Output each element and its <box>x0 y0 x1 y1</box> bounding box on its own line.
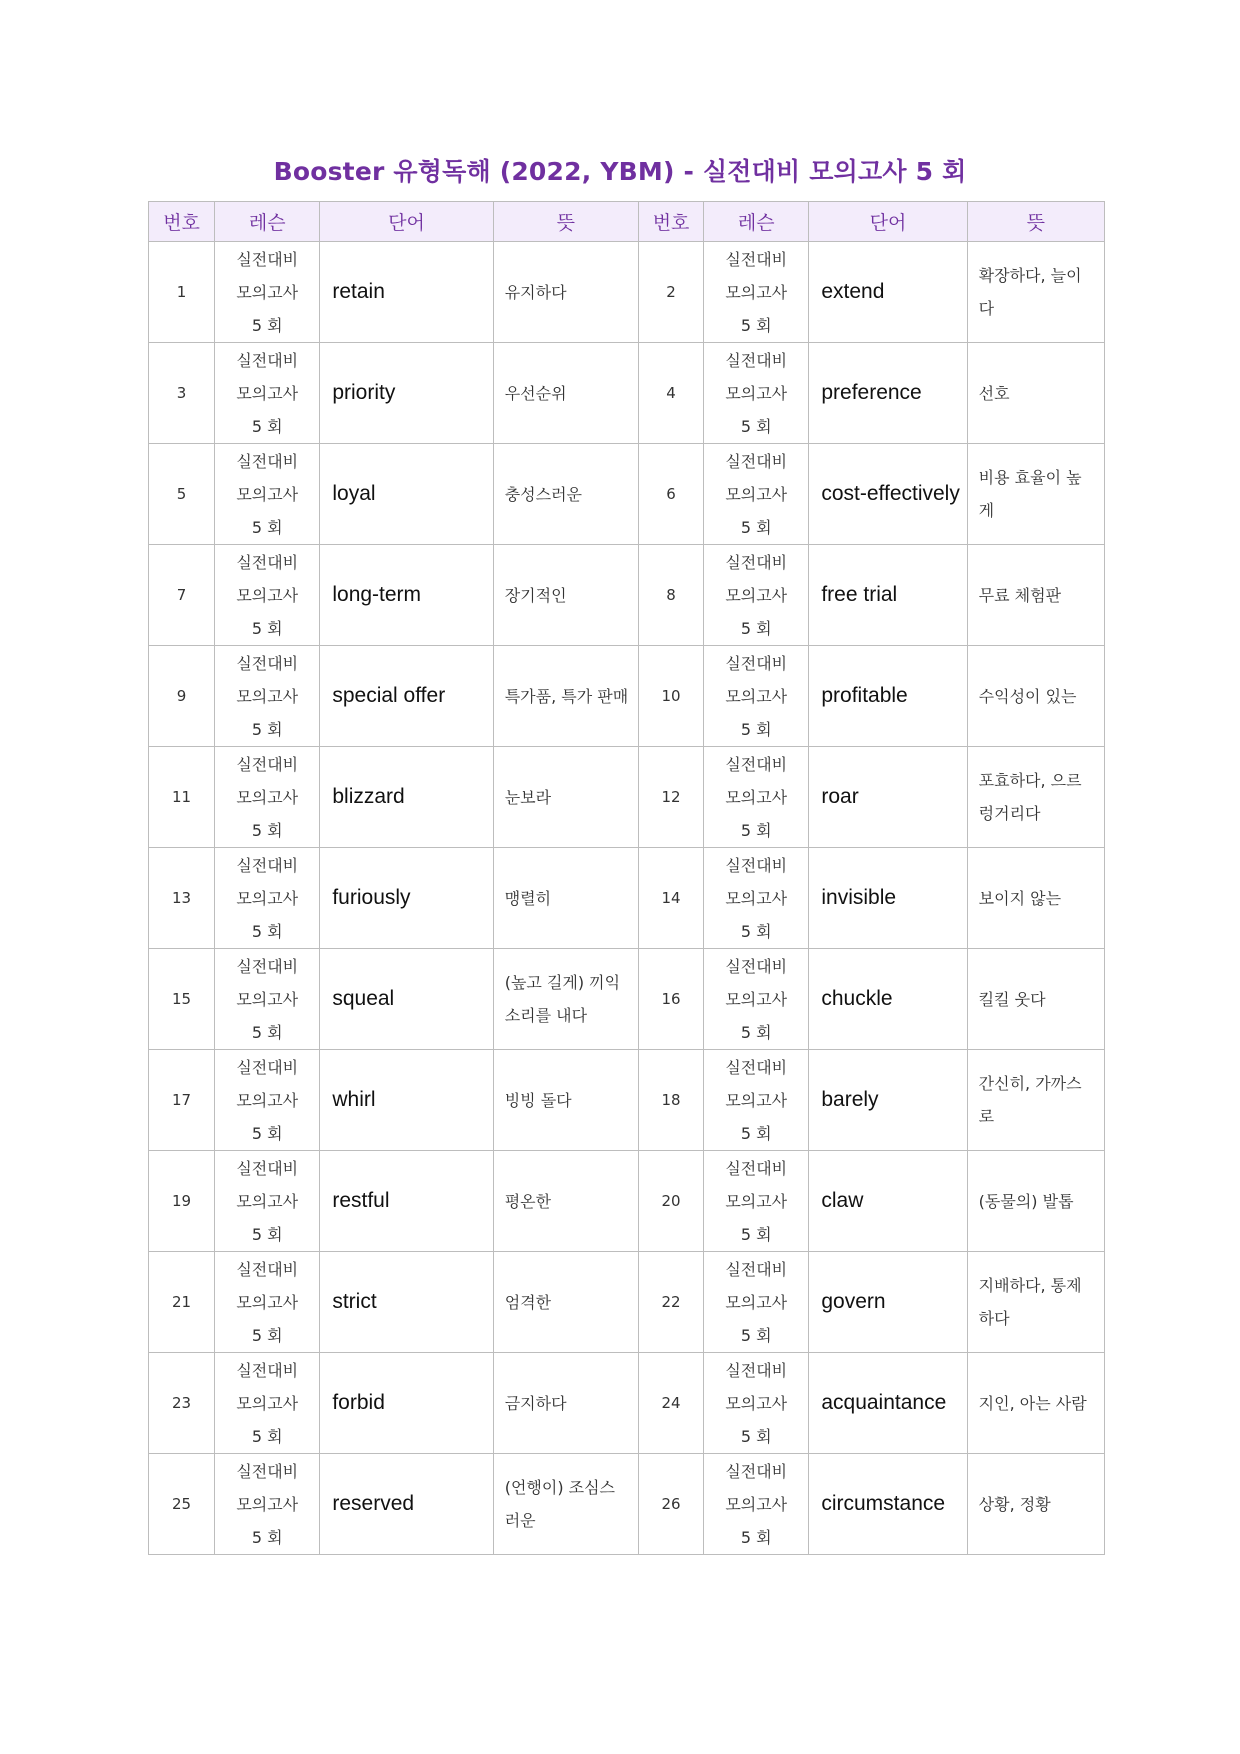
lesson-cell <box>215 444 320 545</box>
vocab-word: acquaintance <box>809 1353 967 1454</box>
header-meaning: 뜻 <box>493 202 638 242</box>
entry-number: 19 <box>149 1151 215 1252</box>
vocab-word: special offer <box>320 646 493 747</box>
table-header-row <box>149 202 1105 242</box>
lesson-line: 5 회 <box>740 517 772 537</box>
lesson-cell <box>704 1454 809 1555</box>
lesson-line: 실전대비 <box>236 350 299 370</box>
word-meaning: 평온한 <box>493 1151 638 1252</box>
header-number: 번호 <box>149 202 215 242</box>
entry-number: 10 <box>639 646 704 747</box>
entry-number: 23 <box>149 1353 215 1454</box>
vocab-word: strict <box>320 1252 493 1353</box>
lesson-line: 5 회 <box>251 921 283 941</box>
lesson-line: 모의고사 <box>236 1494 299 1514</box>
lesson-line: 5 회 <box>251 1224 283 1244</box>
lesson-line: 실전대비 <box>236 1057 299 1077</box>
lesson-cell <box>215 1454 320 1555</box>
lesson-line: 모의고사 <box>236 1393 299 1413</box>
lesson-line: 실전대비 <box>725 956 788 976</box>
lesson-line: 5 회 <box>251 1426 283 1446</box>
word-meaning: 맹렬히 <box>493 848 638 949</box>
vocab-word: claw <box>809 1151 967 1252</box>
vocab-word: whirl <box>320 1050 493 1151</box>
entry-number: 17 <box>149 1050 215 1151</box>
lesson-cell <box>215 1151 320 1252</box>
lesson-line: 실전대비 <box>236 249 299 269</box>
vocab-word: cost-effectively <box>809 444 967 545</box>
entry-number: 15 <box>149 949 215 1050</box>
vocab-word: retain <box>320 242 493 343</box>
lesson-cell <box>215 343 320 444</box>
lesson-line: 모의고사 <box>236 282 299 302</box>
lesson-line: 모의고사 <box>236 383 299 403</box>
lesson-line: 실전대비 <box>725 249 788 269</box>
vocab-word: furiously <box>320 848 493 949</box>
vocab-word: extend <box>809 242 967 343</box>
word-meaning: 비용 효율이 높게 <box>967 444 1104 545</box>
word-meaning: 무료 체험판 <box>967 545 1104 646</box>
vocab-word: barely <box>809 1050 967 1151</box>
lesson-line: 실전대비 <box>725 552 788 572</box>
lesson-line: 실전대비 <box>725 1461 788 1481</box>
lesson-line: 5 회 <box>251 1527 283 1547</box>
lesson-line: 실전대비 <box>725 451 788 471</box>
vocab-word: priority <box>320 343 493 444</box>
lesson-line: 실전대비 <box>236 1158 299 1178</box>
vocab-word: forbid <box>320 1353 493 1454</box>
word-meaning: (동물의) 발톱 <box>967 1151 1104 1252</box>
lesson-line: 모의고사 <box>725 585 788 605</box>
header-number: 번호 <box>639 202 704 242</box>
lesson-line: 모의고사 <box>725 787 788 807</box>
lesson-line: 모의고사 <box>236 686 299 706</box>
entry-number: 7 <box>149 545 215 646</box>
lesson-line: 모의고사 <box>236 585 299 605</box>
lesson-cell <box>704 545 809 646</box>
entry-number: 2 <box>639 242 704 343</box>
entry-number: 4 <box>639 343 704 444</box>
entry-number: 12 <box>639 747 704 848</box>
vocab-word: govern <box>809 1252 967 1353</box>
lesson-cell <box>704 242 809 343</box>
lesson-line: 5 회 <box>251 820 283 840</box>
word-meaning: 엄격한 <box>493 1252 638 1353</box>
word-meaning: 수익성이 있는 <box>967 646 1104 747</box>
entry-number: 14 <box>639 848 704 949</box>
table-row <box>149 444 1105 545</box>
word-meaning: 눈보라 <box>493 747 638 848</box>
word-meaning: 간신히, 가까스로 <box>967 1050 1104 1151</box>
table-row <box>149 1454 1105 1555</box>
lesson-line: 모의고사 <box>725 484 788 504</box>
lesson-line: 모의고사 <box>236 1191 299 1211</box>
table-row <box>149 1151 1105 1252</box>
lesson-line: 5 회 <box>740 921 772 941</box>
lesson-cell <box>704 343 809 444</box>
vocab-word: long-term <box>320 545 493 646</box>
lesson-line: 실전대비 <box>725 855 788 875</box>
vocab-word: profitable <box>809 646 967 747</box>
table-row <box>149 545 1105 646</box>
lesson-line: 모의고사 <box>236 888 299 908</box>
table-row <box>149 949 1105 1050</box>
entry-number: 6 <box>639 444 704 545</box>
lesson-cell <box>704 848 809 949</box>
entry-number: 25 <box>149 1454 215 1555</box>
lesson-line: 5 회 <box>251 1022 283 1042</box>
lesson-line: 모의고사 <box>236 484 299 504</box>
word-meaning: 상황, 정황 <box>967 1454 1104 1555</box>
lesson-cell <box>215 1353 320 1454</box>
lesson-cell <box>704 646 809 747</box>
lesson-line: 모의고사 <box>725 282 788 302</box>
header-word: 단어 <box>809 202 967 242</box>
vocab-word: squeal <box>320 949 493 1050</box>
lesson-line: 5 회 <box>251 719 283 739</box>
word-meaning: 금지하다 <box>493 1353 638 1454</box>
vocab-word: circumstance <box>809 1454 967 1555</box>
lesson-line: 모의고사 <box>725 686 788 706</box>
entry-number: 26 <box>639 1454 704 1555</box>
lesson-line: 5 회 <box>251 1123 283 1143</box>
lesson-cell <box>704 1252 809 1353</box>
word-meaning: 킬킬 웃다 <box>967 949 1104 1050</box>
lesson-line: 실전대비 <box>236 754 299 774</box>
word-meaning: (높고 길게) 끼익 소리를 내다 <box>493 949 638 1050</box>
lesson-cell <box>704 1050 809 1151</box>
word-meaning: 빙빙 돌다 <box>493 1050 638 1151</box>
lesson-cell <box>704 1353 809 1454</box>
header-word: 단어 <box>320 202 493 242</box>
vocab-word: loyal <box>320 444 493 545</box>
lesson-line: 실전대비 <box>236 451 299 471</box>
lesson-line: 5 회 <box>740 416 772 436</box>
lesson-line: 실전대비 <box>725 1259 788 1279</box>
lesson-cell <box>704 747 809 848</box>
lesson-line: 5 회 <box>740 820 772 840</box>
table-row <box>149 848 1105 949</box>
lesson-line: 5 회 <box>740 1022 772 1042</box>
lesson-line: 모의고사 <box>725 1191 788 1211</box>
entry-number: 9 <box>149 646 215 747</box>
entry-number: 24 <box>639 1353 704 1454</box>
lesson-line: 5 회 <box>740 1527 772 1547</box>
lesson-line: 5 회 <box>740 1325 772 1345</box>
word-meaning: 우선순위 <box>493 343 638 444</box>
lesson-line: 실전대비 <box>236 1461 299 1481</box>
lesson-line: 모의고사 <box>236 1090 299 1110</box>
lesson-cell <box>215 747 320 848</box>
lesson-line: 실전대비 <box>236 1360 299 1380</box>
lesson-line: 실전대비 <box>236 1259 299 1279</box>
word-meaning: 포효하다, 으르렁거리다 <box>967 747 1104 848</box>
header-lesson: 레슨 <box>704 202 809 242</box>
lesson-line: 5 회 <box>251 416 283 436</box>
entry-number: 22 <box>639 1252 704 1353</box>
lesson-line: 실전대비 <box>725 1057 788 1077</box>
lesson-line: 모의고사 <box>725 383 788 403</box>
vocab-word: free trial <box>809 545 967 646</box>
vocab-word: roar <box>809 747 967 848</box>
entry-number: 16 <box>639 949 704 1050</box>
lesson-line: 실전대비 <box>725 653 788 673</box>
entry-number: 20 <box>639 1151 704 1252</box>
entry-number: 1 <box>149 242 215 343</box>
lesson-line: 5 회 <box>740 719 772 739</box>
lesson-line: 모의고사 <box>725 989 788 1009</box>
lesson-line: 모의고사 <box>236 787 299 807</box>
lesson-line: 5 회 <box>251 618 283 638</box>
entry-number: 11 <box>149 747 215 848</box>
lesson-line: 모의고사 <box>236 1292 299 1312</box>
word-meaning: 특가품, 특가 판매 <box>493 646 638 747</box>
vocab-word: restful <box>320 1151 493 1252</box>
word-meaning: 선호 <box>967 343 1104 444</box>
lesson-cell <box>704 444 809 545</box>
table-row <box>149 646 1105 747</box>
table-row <box>149 747 1105 848</box>
lesson-line: 5 회 <box>740 1426 772 1446</box>
entry-number: 8 <box>639 545 704 646</box>
lesson-cell <box>704 1151 809 1252</box>
word-meaning: (언행이) 조심스러운 <box>493 1454 638 1555</box>
vocabulary-table <box>148 201 1105 1555</box>
lesson-cell <box>215 242 320 343</box>
lesson-line: 모의고사 <box>725 1494 788 1514</box>
entry-number: 18 <box>639 1050 704 1151</box>
lesson-cell <box>215 1050 320 1151</box>
lesson-line: 실전대비 <box>236 855 299 875</box>
vocab-word: invisible <box>809 848 967 949</box>
table-row <box>149 1353 1105 1454</box>
lesson-line: 실전대비 <box>725 754 788 774</box>
word-meaning: 유지하다 <box>493 242 638 343</box>
word-meaning: 장기적인 <box>493 545 638 646</box>
lesson-line: 5 회 <box>740 315 772 335</box>
lesson-cell <box>215 545 320 646</box>
document-title: Booster 유형독해 (2022, YBM) - 실전대비 모의고사 5 회 <box>273 157 967 186</box>
lesson-cell <box>215 949 320 1050</box>
lesson-cell <box>215 848 320 949</box>
lesson-line: 5 회 <box>740 1224 772 1244</box>
entry-number: 3 <box>149 343 215 444</box>
table-row <box>149 1252 1105 1353</box>
header-meaning: 뜻 <box>967 202 1104 242</box>
entry-number: 13 <box>149 848 215 949</box>
lesson-line: 모의고사 <box>725 888 788 908</box>
vocab-word: reserved <box>320 1454 493 1555</box>
lesson-line: 모의고사 <box>725 1090 788 1110</box>
lesson-line: 5 회 <box>740 1123 772 1143</box>
header-lesson: 레슨 <box>215 202 320 242</box>
word-meaning: 확장하다, 늘이다 <box>967 242 1104 343</box>
lesson-line: 실전대비 <box>236 653 299 673</box>
word-meaning: 지인, 아는 사람 <box>967 1353 1104 1454</box>
lesson-line: 모의고사 <box>725 1292 788 1312</box>
lesson-cell <box>215 1252 320 1353</box>
table-row <box>149 1050 1105 1151</box>
entry-number: 5 <box>149 444 215 545</box>
vocab-word: chuckle <box>809 949 967 1050</box>
lesson-line: 모의고사 <box>236 989 299 1009</box>
word-meaning: 충성스러운 <box>493 444 638 545</box>
lesson-line: 5 회 <box>251 517 283 537</box>
lesson-line: 5 회 <box>740 618 772 638</box>
lesson-line: 실전대비 <box>725 350 788 370</box>
vocab-word: blizzard <box>320 747 493 848</box>
word-meaning: 보이지 않는 <box>967 848 1104 949</box>
lesson-line: 실전대비 <box>236 956 299 976</box>
lesson-cell <box>215 646 320 747</box>
lesson-line: 실전대비 <box>725 1360 788 1380</box>
lesson-line: 실전대비 <box>725 1158 788 1178</box>
word-meaning: 지배하다, 통제하다 <box>967 1252 1104 1353</box>
lesson-cell <box>704 949 809 1050</box>
table-row <box>149 242 1105 343</box>
lesson-line: 5 회 <box>251 1325 283 1345</box>
lesson-line: 5 회 <box>251 315 283 335</box>
table-row <box>149 343 1105 444</box>
lesson-line: 실전대비 <box>236 552 299 572</box>
lesson-line: 모의고사 <box>725 1393 788 1413</box>
entry-number: 21 <box>149 1252 215 1353</box>
vocab-word: preference <box>809 343 967 444</box>
